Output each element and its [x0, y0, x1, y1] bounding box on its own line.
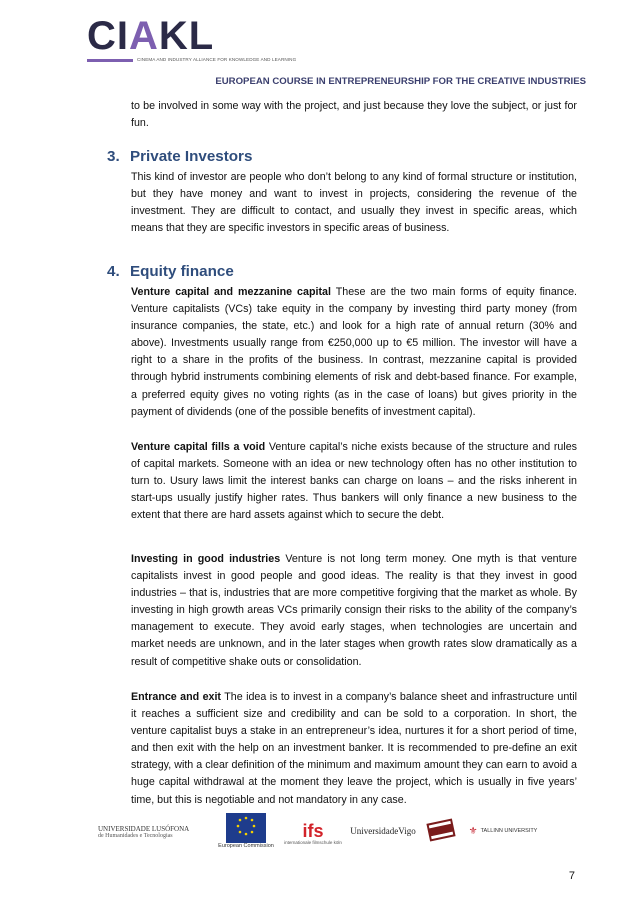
paragraph-fills-void: [131, 439, 577, 524]
page-number: 7: [568, 870, 575, 882]
paragraph-entrance-exit: [131, 689, 577, 809]
intro-paragraph: to be involved in some way with the project, and just because they love the subject, or just for fun.: [131, 100, 577, 130]
logo-tagline: CINEMA AND INDUSTRY ALLIANCE FOR KNOWLEDGE AND LEARNING: [137, 57, 297, 62]
paragraph-good-industries: [131, 551, 577, 671]
section-3-title: Private Investors: [130, 148, 253, 165]
section-4-heading: [107, 263, 234, 280]
section-3-heading: [107, 148, 252, 165]
tallinn-logo: ⚜ TALLINN UNIVERSITY: [468, 825, 538, 837]
paragraph-text: The idea is to invest in a company’s balance sheet and infrastructure until it reaches a sufficient size and credibility and can be sold to a corporation. In short, the venture capitalist buys a stake in an entrepreneur’s idea, nurtures it for a short period of time, and then exit with the help on an investment banker. It is recommended to pre-define an exit strategy, with a clear definition of the minimum and maximum amount they can earn to avoid a huge capital withdrawal at the moment they leave the project, which is usually in five years’ time, but this is negotiable and not mandatory in any case.: [131, 691, 577, 806]
logo-bar: [87, 59, 133, 62]
film-reel-logo: [420, 811, 464, 847]
lusofona-logo: UNIVERSIDADE LUSÓFONA de Humanidades e Tecnologias: [98, 825, 190, 839]
eu-flag-icon: [226, 813, 266, 843]
section-4-number: 4.: [107, 263, 120, 280]
section-3-text: This kind of investor are people who don’t belong to any kind of formal structure or institution, but they have money and want to invest in projects, considering the revenue of the investment. They are difficult to contact, and usually they invest in specific areas, which means that they are specific investors in specific areas of business.: [131, 171, 577, 235]
european-commission-logo: European Commission: [218, 805, 274, 857]
paragraph-text: Venture is not long term money. One myth is that venture capitalists invest in good people and good ideas. The reality is that they invest in good industries – that is, industries that are more competitive forgiving that the market as whole. By investing in high growth areas VCs primarily consign their risks to the ability of the company’s management to execute. They avoid early stages, when technologies are uncertain and market needs are unknown, and in the later stages when growth rates slow dramatically as a result of competitive shake outs or consolidation.: [131, 553, 577, 668]
section-4-title: Equity finance: [130, 263, 234, 280]
logo-wordmark: CIAKL: [87, 14, 215, 58]
running-header: EUROPEAN COURSE IN ENTREPRENEURSHIP FOR THE CREATIVE INDUSTRIES: [215, 76, 586, 87]
partner-logos: [98, 803, 538, 863]
paragraph-lead: Venture capital and mezzanine capital: [131, 286, 331, 298]
film-icon: [424, 813, 460, 845]
paragraph-lead: Venture capital fills a void: [131, 441, 266, 453]
paragraph-lead: Entrance and exit: [131, 691, 221, 703]
section-3-number: 3.: [107, 148, 120, 165]
paragraph-text: Venture capital’s niche exists because of the structure and rules of capital markets. Someone with an idea or new technology often has no other institution to turn to. Usury laws limit the interest banks can charge on loans – and the risks inherent in start-ups usually justify higher rates. Thus bankers will only finance a new business to the extent that there are hard assets against which to secure the debt.: [131, 441, 577, 522]
vigo-logo: UniversidadeVigo: [350, 826, 416, 836]
tallinn-emblem-icon: ⚜: [468, 825, 478, 837]
ciakl-logo: [87, 14, 297, 70]
paragraph-lead: Investing in good industries: [131, 553, 281, 565]
ifs-logo: ifs internationale filmschule köln: [284, 820, 342, 845]
paragraph-text: These are the two main forms of equity finance. Venture capitalists (VCs) take equity in the company by investing third party money (from insurance companies, the state, etc.) and look for a high rate of annual return (30% and above). Investments usually range from €250,000 up to €5 million. The investor will have a right to a share in the profits of the business. In contrast, mezzanine capital is provided through hybrid instruments combining elements of risk and debt-based finance. For example, a preferred equity gives no voting rights (as in the case of loans) but gives priority in the payment of dividends (one of the possible benefits of investment capital).: [131, 286, 578, 418]
paragraph-venture-mezzanine: [131, 284, 577, 421]
